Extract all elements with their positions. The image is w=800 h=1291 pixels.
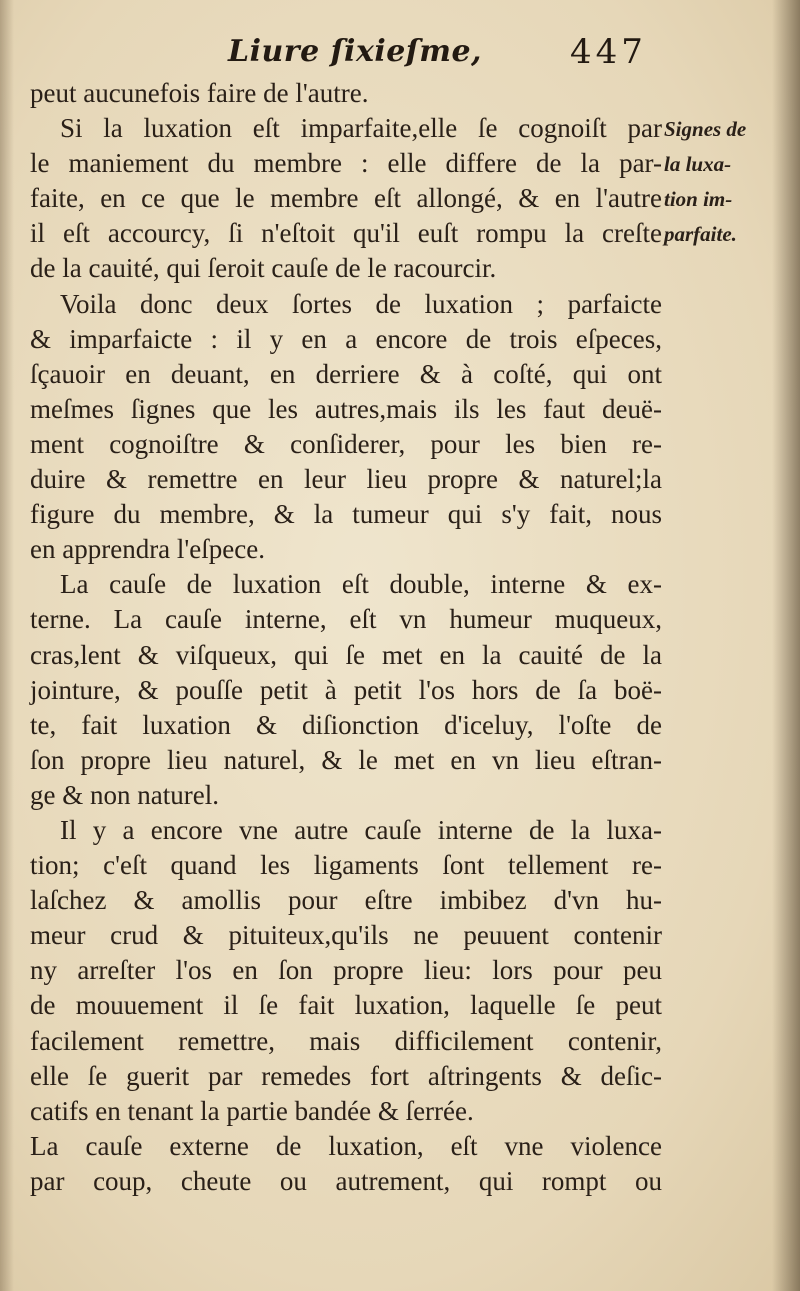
page-edge-shadow (772, 0, 800, 1291)
text-line: il eſt accourcy, ſi n'eſtoit qu'il euſt rompu la creſte (30, 218, 662, 249)
page-number: 447 (570, 32, 647, 72)
text-line: ge & non naturel. (30, 779, 219, 810)
margin-note-line: la luxa- (664, 152, 732, 176)
body-text (30, 76, 662, 1199)
text-line: en apprendra l'eſpece. (30, 534, 265, 565)
text-line: te, fait luxation & diſionction d'iceluy, l'oſte de (30, 709, 662, 740)
text-line: meur crud & pituiteux,qu'ils ne peuuent contenir (30, 920, 662, 951)
text-line: peut aucunefois faire de l'autre. (30, 78, 369, 108)
text-line: laſchez & amollis pour eſtre imbibez d'vn hu- (30, 885, 662, 916)
text-line: elle ſe guerit par remedes fort aſtringents & deſic- (30, 1060, 662, 1091)
text-line: catifs en tenant la partie bandée & ſerrée. (30, 1095, 474, 1126)
text-line: jointure, & pouſſe petit à petit l'os hors de ſa boë- (30, 674, 662, 705)
text-line: terne. La cauſe interne, eſt vn humeur muqueux, (30, 604, 662, 635)
text-line: La cauſe externe de luxation, eſt vne violence (30, 1130, 662, 1161)
text-line: ſon propre lieu naturel, & le met en vn lieu eſtran- (30, 744, 662, 775)
text-line: par coup, cheute ou autrement, qui rompt ou (30, 1165, 662, 1196)
text-line: meſmes ſignes que les autres,mais ils les faut deuë- (30, 393, 662, 424)
text-line: & imparfaicte : il y en a encore de trois eſpeces, (30, 323, 662, 354)
text-line: tion; c'eſt quand les ligaments ſont tellement re- (30, 850, 662, 881)
text-line: ny arreſter l'os en ſon propre lieu: lors pour peu (30, 955, 662, 986)
margin-note-line: tion im- (664, 187, 733, 211)
text-line: duire & remettre en leur lieu propre & naturel;la (30, 464, 662, 495)
margin-note-line: Signes de (664, 117, 747, 141)
running-title: Liure ſixieſme, (228, 34, 482, 69)
margin-note-line: parfaite. (664, 222, 737, 246)
text-line: La cauſe de luxation eſt double, interne & ex- (60, 569, 662, 600)
page-gutter-shadow (0, 0, 14, 1291)
margin-note (664, 112, 769, 252)
text-line: cras,lent & viſqueux, qui ſe met en la cauité de la (30, 639, 662, 670)
text-line: de mouuement il ſe fait luxation, laquelle ſe peut (30, 990, 662, 1021)
text-line: faite, en ce que le membre eſt allongé, & en l'autre (30, 183, 662, 214)
text-line: figure du membre, & la tumeur qui s'y fait, nous (30, 499, 662, 530)
text-line: facilement remettre, mais difficilement contenir, (30, 1025, 662, 1056)
text-line: Il y a encore vne autre cauſe interne de la luxa- (60, 814, 662, 845)
text-line: de la cauité, qui ſeroit cauſe de le racourcir. (30, 253, 497, 284)
text-line: Si la luxation eſt imparfaite,elle ſe cognoiſt par (60, 113, 662, 144)
page-header (0, 28, 800, 78)
text-line: Voila donc deux ſortes de luxation ; parfaicte (60, 288, 662, 319)
text-line: ſçauoir en deuant, en derriere & à coſté, qui ont (30, 358, 662, 389)
text-line: le maniement du membre : elle differe de la par- (30, 148, 662, 179)
text-line: ment cognoiſtre & conſiderer, pour les bien re- (30, 428, 662, 459)
